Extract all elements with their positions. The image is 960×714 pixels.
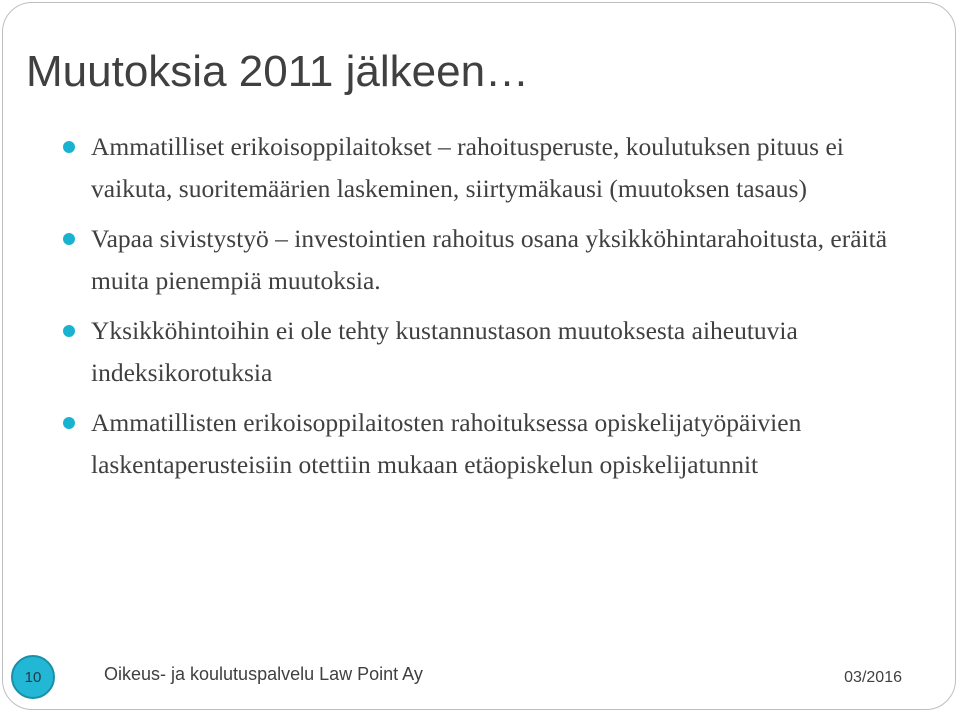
bullet-dot-icon [63,417,75,429]
bullet-text: Ammatillisten erikoisoppilaitosten rahoituksessa opiskelijatyöpäivien laskentaperusteisiin otettiin mukaan etäopiskelun opiskelijatunnit [91,408,802,479]
slide-title: Muutoksia 2011 jälkeen… [26,47,530,96]
bullet-list [60,126,920,494]
bullet-text: Yksikköhintoihin ei ole tehty kustannustason muutoksesta aiheutuvia indeksikorotuksia [91,316,798,387]
page-number-badge: 10 [11,655,55,699]
bullet-item [60,218,920,302]
bullet-dot-icon [63,233,75,245]
bullet-item [60,310,920,394]
footer-organization: Oikeus- ja koulutuspalvelu Law Point Ay [104,664,423,684]
bullet-dot-icon [63,325,75,337]
bullet-item [60,402,920,486]
bullet-text: Ammatilliset erikoisoppilaitokset – rahoitusperuste, koulutuksen pituus ei vaikuta, suoritemäärien laskeminen, siirtymäkausi (muutoksen tasaus) [91,132,844,203]
bullet-dot-icon [63,141,75,153]
footer-date: 03/2016 [844,669,902,686]
bullet-item [60,126,920,210]
bullet-text: Vapaa sivistystyö – investointien rahoitus osana yksikköhintarahoitusta, eräitä muita pienempiä muutoksia. [91,224,888,295]
